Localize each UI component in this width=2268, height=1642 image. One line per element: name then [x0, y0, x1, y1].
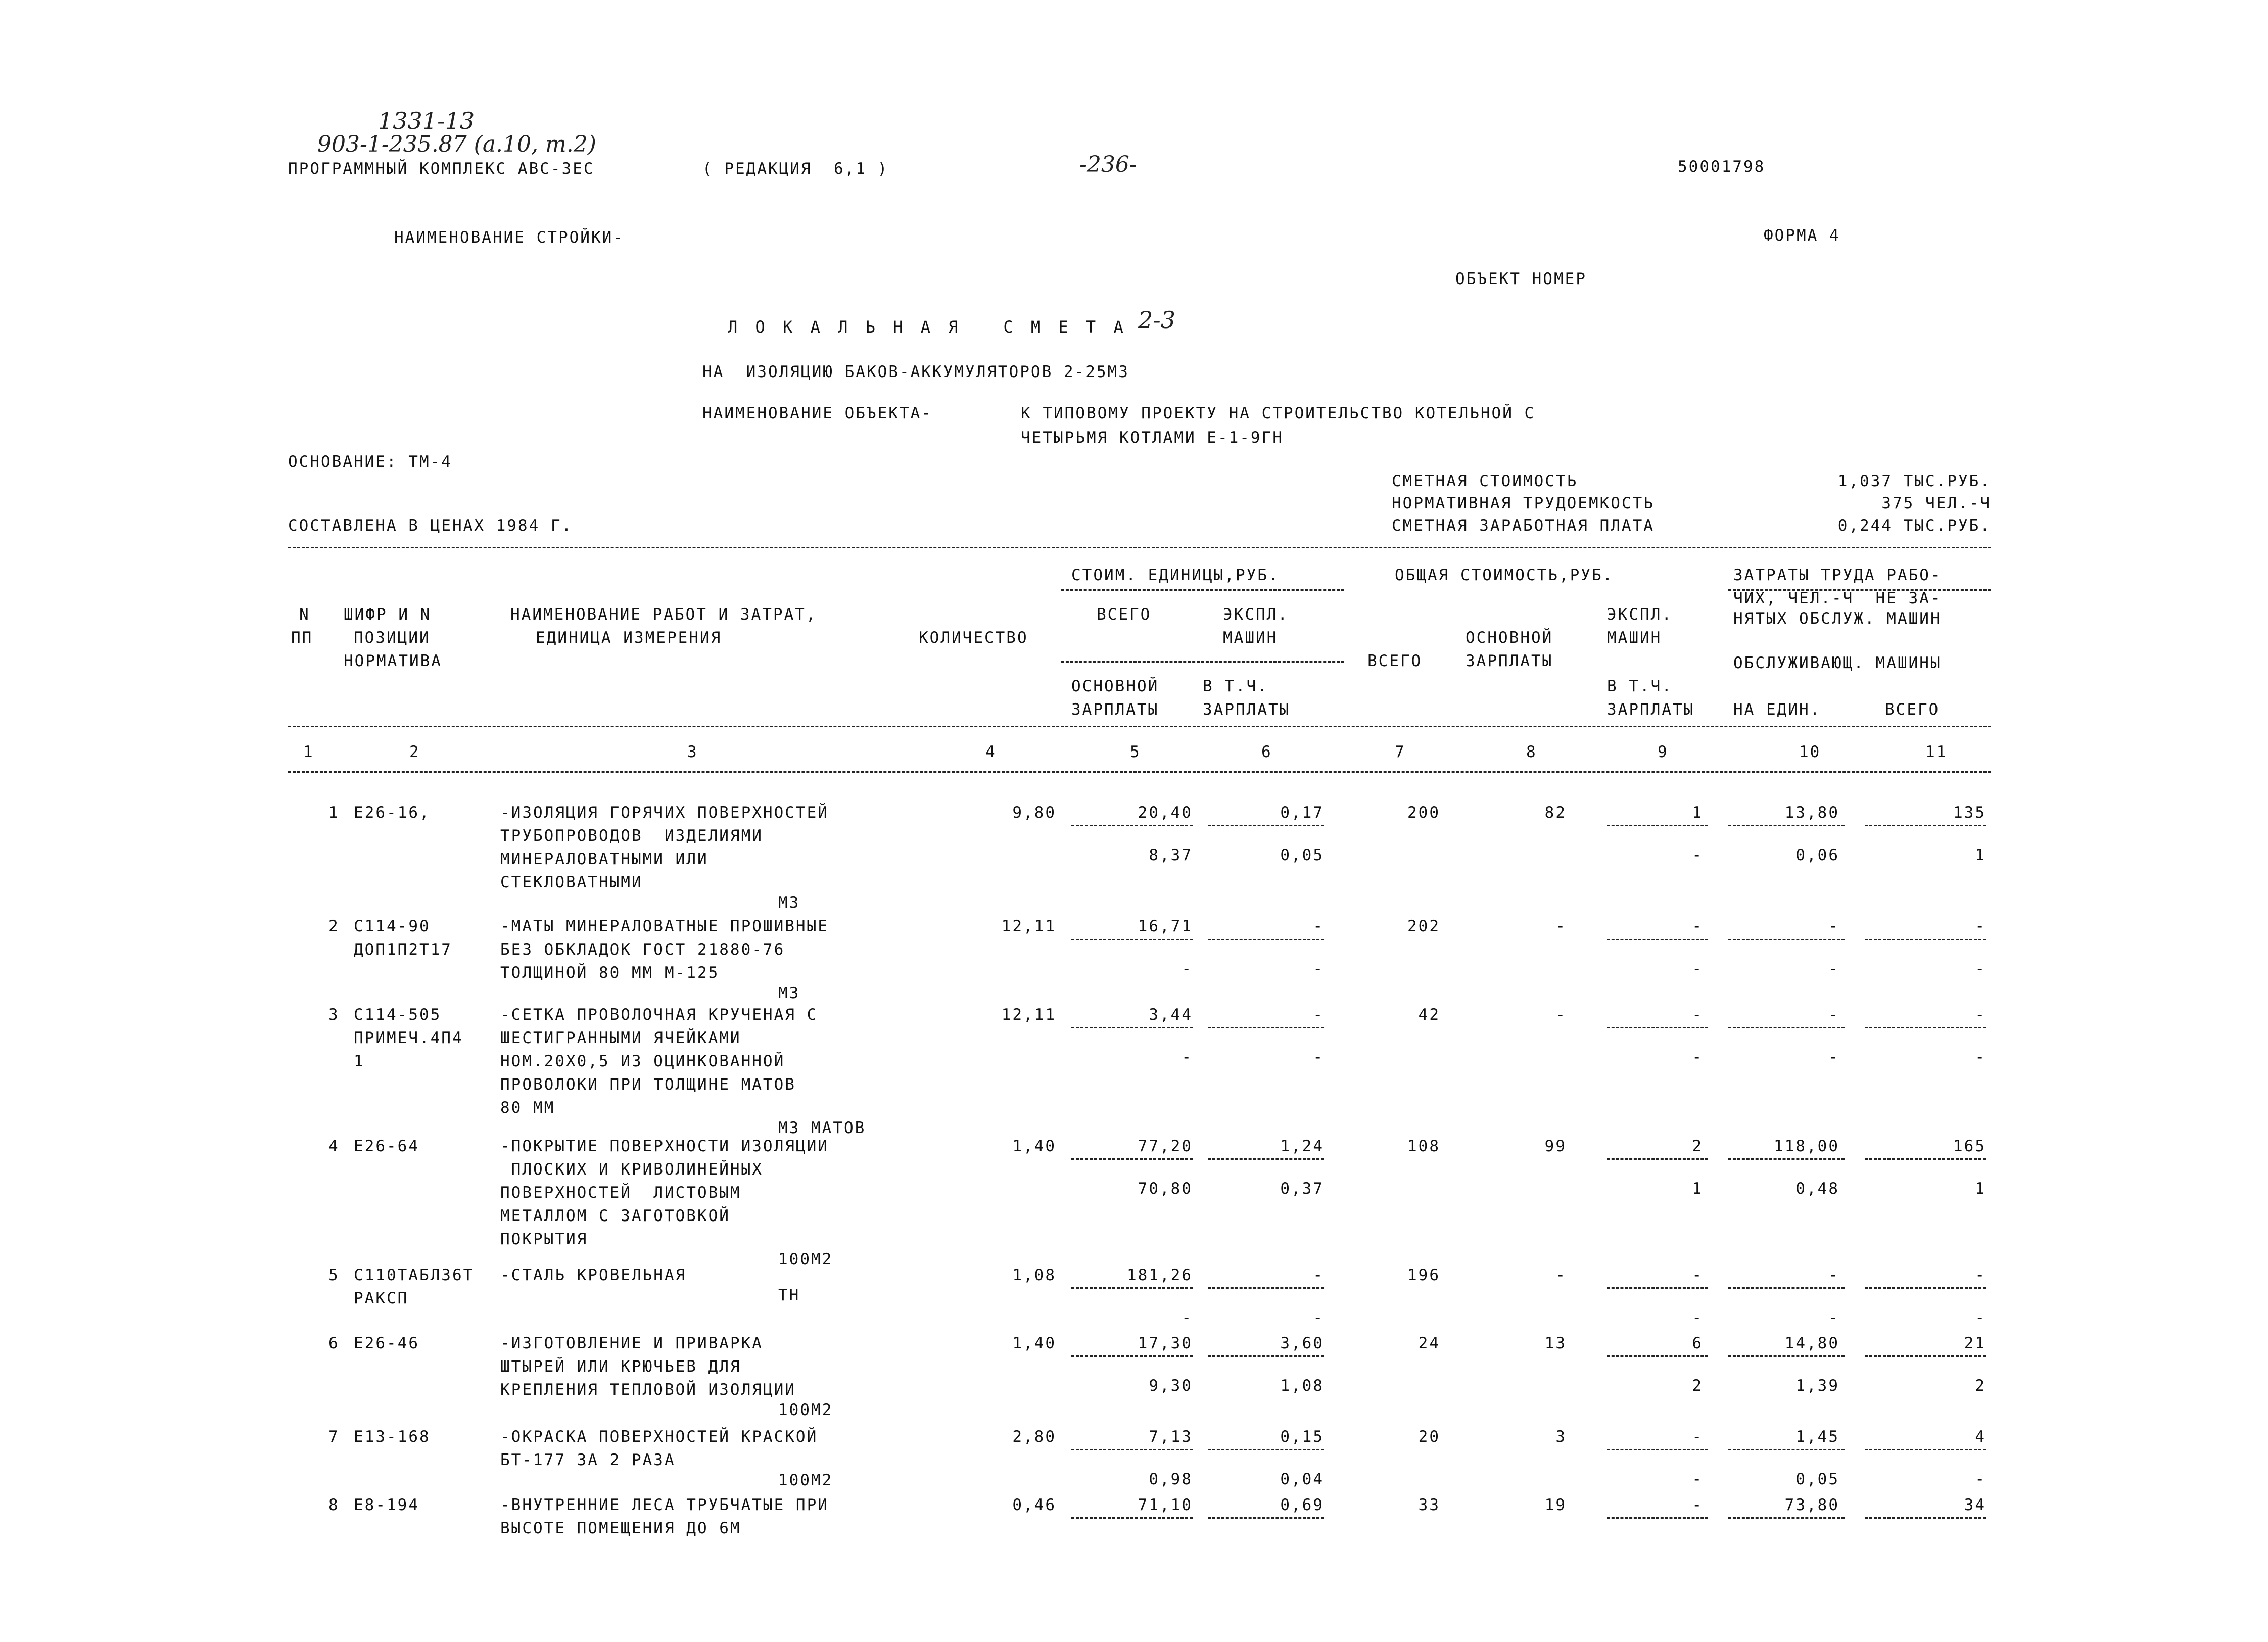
- row-total-base: 19: [1544, 1496, 1567, 1514]
- row-total-machine: 6: [1692, 1334, 1703, 1352]
- row-name: МЕТАЛЛОМ С ЗАГОТОВКОЙ: [500, 1207, 730, 1225]
- summary-labor-value: 375 ЧЕЛ.-Ч: [1881, 494, 1991, 512]
- row-name: ПОКРЫТИЯ: [500, 1230, 588, 1248]
- handwritten-page-number: -236-: [1079, 152, 1137, 177]
- row-unit-base: 0,98: [1149, 1470, 1193, 1488]
- header-unit-incl-2: ЗАРПЛАТЫ: [1203, 700, 1291, 719]
- col-number-9: 9: [1658, 743, 1669, 761]
- row-total-incl: -: [1692, 846, 1703, 864]
- header-unit-machine-1: ЭКСПЛ.: [1223, 605, 1289, 624]
- basis-label: ОСНОВАНИЕ: ТМ-4: [288, 453, 452, 471]
- row-quantity: 1,40: [1012, 1334, 1056, 1352]
- header-col2-line1: ШИФР И N: [344, 605, 432, 624]
- row-total-base: 82: [1544, 804, 1567, 822]
- header-labor-unit: НА ЕДИН.: [1733, 700, 1821, 719]
- summary-cost-value: 1,037 ТЫС.РУБ.: [1837, 472, 1991, 490]
- row-total-incl: 2: [1692, 1377, 1703, 1395]
- row-code: Е26-46: [354, 1334, 419, 1352]
- row-name: -ИЗОЛЯЦИЯ ГОРЯЧИХ ПОВЕРХНОСТЕЙ: [500, 804, 829, 822]
- header-total-base-1: ОСНОВНОЙ: [1466, 629, 1553, 647]
- program-edition: ( РЕДАКЦИЯ 6,1 ): [702, 160, 889, 178]
- row-name: СТЕКЛОВАТНЫМИ: [500, 873, 643, 892]
- header-labor-total: ВСЕГО: [1885, 700, 1940, 719]
- row-code: Е26-64: [354, 1137, 419, 1155]
- row-machine-labor-unit: -: [1828, 1308, 1839, 1327]
- row-unit-base: -: [1182, 1308, 1193, 1327]
- row-total-machine: 1: [1692, 804, 1703, 822]
- row-total-all: 108: [1407, 1137, 1440, 1155]
- row-quantity: 12,11: [1001, 917, 1056, 935]
- row-quantity: 2,80: [1012, 1428, 1056, 1446]
- row-unit-base: 9,30: [1149, 1377, 1193, 1395]
- row-total-all: 20: [1418, 1428, 1440, 1446]
- header-labor-1: ЗАТРАТЫ ТРУДА РАБО-: [1733, 566, 1942, 584]
- row-name: ТРУБОПРОВОДОВ ИЗДЕЛИЯМИ: [500, 827, 763, 845]
- row-labor-separator: [1728, 825, 1845, 826]
- row-total-all: 200: [1407, 804, 1440, 822]
- col-number-3: 3: [687, 743, 698, 761]
- row-unit-total: 20,40: [1138, 804, 1193, 822]
- row-quantity: 9,80: [1012, 804, 1056, 822]
- prices-label: СОСТАВЛЕНА В ЦЕНАХ 1984 Г.: [288, 517, 573, 535]
- row-unit: М3 МАТОВ: [778, 1119, 866, 1137]
- row-unit-separator: [1071, 825, 1193, 826]
- row-unit-incl: 1,08: [1280, 1377, 1324, 1395]
- row-total-base: -: [1555, 917, 1567, 935]
- header-unit-machine-2: МАШИН: [1223, 629, 1278, 647]
- row-name: ПОВЕРХНОСТЕЙ ЛИСТОВЫМ: [500, 1184, 741, 1202]
- row-number: 6: [328, 1334, 340, 1352]
- header-col3-line2: ЕДИНИЦА ИЗМЕРЕНИЯ: [536, 629, 722, 647]
- row-quantity: 1,08: [1012, 1266, 1056, 1284]
- row-labor-separator: [1728, 1355, 1845, 1357]
- handwritten-title-number: 2-3: [1138, 306, 1176, 334]
- row-labor-total: -: [1975, 1006, 1986, 1024]
- row-unit-separator: [1071, 1449, 1193, 1450]
- handwritten-ref2: 903-1-235.87 (а.10, т.2): [317, 131, 596, 157]
- header-total-machine-1: ЭКСПЛ.: [1607, 605, 1673, 624]
- row-labor-total: 34: [1964, 1496, 1986, 1514]
- row-code: С114-505: [354, 1006, 442, 1024]
- table-top-border: [288, 547, 1991, 548]
- row-unit-separator: [1071, 1158, 1193, 1160]
- row-total-machine: 2: [1692, 1137, 1703, 1155]
- row-unit-total: 17,30: [1138, 1334, 1193, 1352]
- row-name: ШТЫРЕЙ ИЛИ КРЮЧЬЕВ ДЛЯ: [500, 1357, 741, 1376]
- row-machine-labor-unit: 1,39: [1796, 1377, 1839, 1395]
- row-number: 1: [328, 804, 340, 822]
- row-machine-labor-unit: -: [1828, 960, 1839, 978]
- col-number-2: 2: [409, 743, 420, 761]
- header-quantity: КОЛИЧЕСТВО: [919, 629, 1028, 647]
- row-unit-total: 3,44: [1149, 1006, 1193, 1024]
- row-total-base: 99: [1544, 1137, 1567, 1155]
- row-code: Е13-168: [354, 1428, 431, 1446]
- construction-label: НАИМЕНОВАНИЕ СТРОЙКИ-: [394, 228, 624, 247]
- row-code: РАКСП: [354, 1289, 409, 1307]
- row-total-all: 42: [1418, 1006, 1440, 1024]
- row-total-separator: [1607, 1517, 1708, 1519]
- row-name: КРЕПЛЕНИЯ ТЕПЛОВОЙ ИЗОЛЯЦИИ: [500, 1381, 796, 1399]
- row-name: -ВНУТРЕННИЕ ЛЕСА ТРУБЧАТЫЕ ПРИ: [500, 1496, 829, 1514]
- row-total-base: 3: [1555, 1428, 1567, 1446]
- row-unit-incl: 0,04: [1280, 1470, 1324, 1488]
- row-machine-labor-total: 2: [1975, 1377, 1986, 1395]
- row-number: 2: [328, 917, 340, 935]
- header-unit-total: ВСЕГО: [1097, 605, 1152, 624]
- row-labor-separator: [1728, 1158, 1845, 1160]
- row-unit-separator: [1071, 1517, 1193, 1519]
- row-unit-total: 181,26: [1127, 1266, 1193, 1284]
- row-unit-separator: [1208, 1355, 1324, 1357]
- estimate-title: Л О К А Л Ь Н А Я С М Е Т А: [728, 317, 1127, 337]
- row-total-separator: [1607, 1449, 1708, 1450]
- header-col1-line2: ПП: [291, 629, 313, 647]
- row-unit-separator: [1208, 1158, 1324, 1160]
- row-labor-separator: [1728, 1287, 1845, 1289]
- header-unit-incl-1: В Т.Ч.: [1203, 677, 1268, 695]
- row-labor-separator: [1728, 1027, 1845, 1028]
- row-unit-separator: [1071, 939, 1193, 940]
- row-labor-separator: [1728, 939, 1845, 940]
- header-unit-cost: СТОИМ. ЕДИНИЦЫ,РУБ.: [1071, 566, 1280, 584]
- header-unit-base-2: ЗАРПЛАТЫ: [1071, 700, 1159, 719]
- header-total-all: ВСЕГО: [1367, 652, 1423, 670]
- form-label: ФОРМА 4: [1764, 226, 1840, 245]
- summary-cost-label: СМЕТНАЯ СТОИМОСТЬ: [1392, 472, 1578, 490]
- header-col2-line2: ПОЗИЦИИ: [354, 629, 431, 647]
- row-unit-separator: [1208, 1449, 1324, 1450]
- row-name: -ПОКРЫТИЕ ПОВЕРХНОСТИ ИЗОЛЯЦИИ: [500, 1137, 829, 1155]
- row-code: Е8-194: [354, 1496, 419, 1514]
- row-unit: 100М2: [778, 1250, 833, 1269]
- row-number: 8: [328, 1496, 340, 1514]
- row-labor-total: -: [1975, 917, 1986, 935]
- col-number-1: 1: [303, 743, 314, 761]
- row-machine-labor-total: 1: [1975, 846, 1986, 864]
- row-quantity: 12,11: [1001, 1006, 1056, 1024]
- row-code: Е26-16,: [354, 804, 431, 822]
- row-quantity: 0,46: [1012, 1496, 1056, 1514]
- row-total-separator: [1607, 1355, 1708, 1357]
- row-unit-machine: 0,69: [1280, 1496, 1324, 1514]
- row-unit-separator: [1071, 1287, 1193, 1289]
- row-labor-separator: [1728, 1517, 1845, 1519]
- header-total-cost: ОБЩАЯ СТОИМОСТЬ,РУБ.: [1395, 566, 1614, 584]
- row-unit-machine: -: [1313, 917, 1324, 935]
- row-total-separator: [1607, 1287, 1708, 1289]
- row-code: ПРИМЕЧ.4П4: [354, 1029, 463, 1047]
- unit-cost-subdivider: [1061, 589, 1344, 591]
- row-code: С110ТАБЛ36Т: [354, 1266, 475, 1284]
- row-unit-incl: 0,05: [1280, 846, 1324, 864]
- object-line-2: ЧЕТЫРЬМЯ КОТЛАМИ Е-1-9ГН: [1021, 429, 1284, 447]
- row-total-machine: -: [1692, 1266, 1703, 1284]
- row-labor-unit: 1,45: [1796, 1428, 1839, 1446]
- row-unit-separator: [1208, 939, 1324, 940]
- row-code: С114-90: [354, 917, 431, 935]
- row-machine-labor-total: -: [1975, 1470, 1986, 1488]
- row-name: МИНЕРАЛОВАТНЫМИ ИЛИ: [500, 850, 708, 868]
- row-name: ТОЛЩИНОЙ 80 ММ М-125: [500, 964, 720, 982]
- row-name: ПРОВОЛОКИ ПРИ ТОЛЩИНЕ МАТОВ: [500, 1075, 796, 1094]
- handwritten-ref1: 1331-13: [378, 107, 475, 134]
- row-unit-incl: -: [1313, 1048, 1324, 1066]
- col-number-6: 6: [1261, 743, 1272, 761]
- row-total-machine: -: [1692, 1006, 1703, 1024]
- row-unit-total: 77,20: [1138, 1137, 1193, 1155]
- row-unit-separator: [1208, 1287, 1324, 1289]
- row-unit: М3: [778, 894, 800, 912]
- row-labor-separator: [1865, 1449, 1986, 1450]
- summary-wage-label: СМЕТНАЯ ЗАРАБОТНАЯ ПЛАТА: [1392, 517, 1655, 535]
- row-code: ДОП1П2Т17: [354, 941, 452, 959]
- row-name: БТ-177 ЗА 2 РАЗА: [500, 1451, 676, 1469]
- col-number-5: 5: [1130, 743, 1141, 761]
- row-total-incl: 1: [1692, 1180, 1703, 1198]
- row-unit: ТН: [778, 1286, 800, 1304]
- row-labor-separator: [1865, 825, 1986, 826]
- row-labor-separator: [1865, 1027, 1986, 1028]
- row-unit-separator: [1208, 1027, 1324, 1028]
- row-name: ВЫСОТЕ ПОМЕЩЕНИЯ ДО 6М: [500, 1519, 741, 1537]
- row-total-separator: [1607, 939, 1708, 940]
- row-unit: 100М2: [778, 1471, 833, 1489]
- table-header-border: [288, 726, 1991, 727]
- row-machine-labor-unit: 0,06: [1796, 846, 1839, 864]
- row-labor-unit: -: [1828, 917, 1839, 935]
- object-line-1: К ТИПОВОМУ ПРОЕКТУ НА СТРОИТЕЛЬСТВО КОТЕЛЬНОЙ С: [1021, 404, 1536, 423]
- row-total-all: 24: [1418, 1334, 1440, 1352]
- row-name: 80 ММ: [500, 1099, 555, 1117]
- row-name: -ОКРАСКА ПОВЕРХНОСТЕЙ КРАСКОЙ: [500, 1428, 818, 1446]
- row-labor-total: 165: [1953, 1137, 1986, 1155]
- row-machine-labor-total: -: [1975, 1048, 1986, 1066]
- row-labor-unit: 118,00: [1774, 1137, 1839, 1155]
- row-unit-separator: [1071, 1355, 1193, 1357]
- col-number-4: 4: [985, 743, 997, 761]
- row-name: -ИЗГОТОВЛЕНИЕ И ПРИВАРКА: [500, 1334, 763, 1352]
- row-labor-total: -: [1975, 1266, 1986, 1284]
- row-name: -МАТЫ МИНЕРАЛОВАТНЫЕ ПРОШИВНЫЕ: [500, 917, 829, 935]
- row-labor-unit: 14,80: [1784, 1334, 1839, 1352]
- header-labor-2: ЧИХ, ЧЕЛ.-Ч НЕ ЗА-: [1733, 589, 1942, 607]
- row-total-all: 196: [1407, 1266, 1440, 1284]
- summary-labor-label: НОРМАТИВНАЯ ТРУДОЕМКОСТЬ: [1392, 494, 1655, 512]
- row-unit-base: -: [1182, 960, 1193, 978]
- estimate-subject: НА ИЗОЛЯЦИЮ БАКОВ-АККУМУЛЯТОРОВ 2-25М3: [702, 363, 1129, 381]
- row-number: 3: [328, 1006, 340, 1024]
- header-labor-3: НЯТЫХ ОБСЛУЖ. МАШИН: [1733, 609, 1942, 628]
- row-unit-machine: 0,17: [1280, 804, 1324, 822]
- row-machine-labor-unit: -: [1828, 1048, 1839, 1066]
- row-labor-unit: -: [1828, 1006, 1839, 1024]
- col-number-7: 7: [1395, 743, 1406, 761]
- object-label: НАИМЕНОВАНИЕ ОБЪЕКТА-: [702, 404, 932, 423]
- row-unit-incl: 0,37: [1280, 1180, 1324, 1198]
- summary-wage-value: 0,244 ТЫС.РУБ.: [1837, 517, 1991, 535]
- col-number-10: 10: [1799, 743, 1821, 761]
- row-unit-base: 70,80: [1138, 1180, 1193, 1198]
- row-labor-total: 21: [1964, 1334, 1986, 1352]
- row-name: -СТАЛЬ КРОВЕЛЬНАЯ: [500, 1266, 687, 1284]
- row-total-base: 13: [1544, 1334, 1567, 1352]
- row-code: 1: [354, 1052, 365, 1070]
- table-number-border: [288, 771, 1991, 773]
- row-total-incl: -: [1692, 1048, 1703, 1066]
- row-machine-labor-total: -: [1975, 960, 1986, 978]
- row-labor-separator: [1865, 1158, 1986, 1160]
- row-labor-unit: 13,80: [1784, 804, 1839, 822]
- row-labor-unit: 73,80: [1784, 1496, 1839, 1514]
- row-total-base: -: [1555, 1006, 1567, 1024]
- header-total-machine-2: МАШИН: [1607, 629, 1662, 647]
- row-labor-separator: [1728, 1449, 1845, 1450]
- col-number-11: 11: [1925, 743, 1948, 761]
- header-total-incl-2: ЗАРПЛАТЫ: [1607, 700, 1695, 719]
- header-col1-line1: N: [299, 605, 310, 624]
- row-unit-total: 71,10: [1138, 1496, 1193, 1514]
- row-machine-labor-total: 1: [1975, 1180, 1986, 1198]
- object-number-label: ОБЪЕКТ НОМЕР: [1455, 270, 1587, 288]
- row-total-machine: -: [1692, 1428, 1703, 1446]
- header-labor-machine: ОБСЛУЖИВАЮЩ. МАШИНЫ: [1733, 654, 1942, 672]
- row-unit-separator: [1208, 825, 1324, 826]
- unit-cost-subdivider-2: [1061, 661, 1344, 663]
- row-unit-separator: [1071, 1027, 1193, 1028]
- row-unit-base: -: [1182, 1048, 1193, 1066]
- row-unit-machine: 1,24: [1280, 1137, 1324, 1155]
- header-col3-line1: НАИМЕНОВАНИЕ РАБОТ И ЗАТРАТ,: [510, 605, 817, 624]
- row-name: НОМ.20Х0,5 ИЗ ОЦИНКОВАННОЙ: [500, 1052, 785, 1070]
- row-number: 7: [328, 1428, 340, 1446]
- row-total-incl: -: [1692, 1308, 1703, 1327]
- row-total-base: -: [1555, 1266, 1567, 1284]
- row-labor-separator: [1865, 1355, 1986, 1357]
- row-unit-incl: -: [1313, 960, 1324, 978]
- row-number: 5: [328, 1266, 340, 1284]
- header-total-base-2: ЗАРПЛАТЫ: [1466, 652, 1553, 670]
- row-machine-labor-unit: 0,05: [1796, 1470, 1839, 1488]
- row-number: 4: [328, 1137, 340, 1155]
- row-unit-machine: -: [1313, 1006, 1324, 1024]
- row-total-separator: [1607, 825, 1708, 826]
- header-total-incl-1: В Т.Ч.: [1607, 677, 1673, 695]
- row-quantity: 1,40: [1012, 1137, 1056, 1155]
- row-unit: М3: [778, 984, 800, 1002]
- header-unit-base-1: ОСНОВНОЙ: [1071, 677, 1159, 695]
- row-total-machine: -: [1692, 917, 1703, 935]
- row-name: БЕЗ ОБКЛАДОК ГОСТ 21880-76: [500, 941, 785, 959]
- row-machine-labor-unit: 0,48: [1796, 1180, 1839, 1198]
- row-unit: 100М2: [778, 1401, 833, 1419]
- row-total-all: 33: [1418, 1496, 1440, 1514]
- row-unit-machine: -: [1313, 1266, 1324, 1284]
- row-machine-labor-total: -: [1975, 1308, 1986, 1327]
- row-unit-separator: [1208, 1517, 1324, 1519]
- row-unit-total: 7,13: [1149, 1428, 1193, 1446]
- row-labor-separator: [1865, 1517, 1986, 1519]
- row-labor-separator: [1865, 1287, 1986, 1289]
- row-unit-incl: -: [1313, 1308, 1324, 1327]
- row-name: -СЕТКА ПРОВОЛОЧНАЯ КРУЧЕНАЯ С: [500, 1006, 818, 1024]
- row-unit-machine: 3,60: [1280, 1334, 1324, 1352]
- row-name: ШЕСТИГРАННЫМИ ЯЧЕЙКАМИ: [500, 1029, 741, 1047]
- row-total-all: 202: [1407, 917, 1440, 935]
- row-total-separator: [1607, 1158, 1708, 1160]
- row-unit-total: 16,71: [1138, 917, 1193, 935]
- row-unit-base: 8,37: [1149, 846, 1193, 864]
- row-total-incl: -: [1692, 1470, 1703, 1488]
- program-name: ПРОГРАММНЫЙ КОМПЛЕКС АВС-3ЕС: [288, 160, 595, 178]
- header-col2-line3: НОРМАТИВА: [344, 652, 442, 670]
- document-number: 50001798: [1678, 158, 1766, 176]
- row-labor-unit: -: [1828, 1266, 1839, 1284]
- row-total-separator: [1607, 1027, 1708, 1028]
- row-labor-total: 4: [1975, 1428, 1986, 1446]
- col-number-8: 8: [1526, 743, 1537, 761]
- row-unit-machine: 0,15: [1280, 1428, 1324, 1446]
- row-total-machine: -: [1692, 1496, 1703, 1514]
- row-name: ПЛОСКИХ И КРИВОЛИНЕЙНЫХ: [500, 1160, 763, 1179]
- row-total-incl: -: [1692, 960, 1703, 978]
- row-labor-separator: [1865, 939, 1986, 940]
- row-labor-total: 135: [1953, 804, 1986, 822]
